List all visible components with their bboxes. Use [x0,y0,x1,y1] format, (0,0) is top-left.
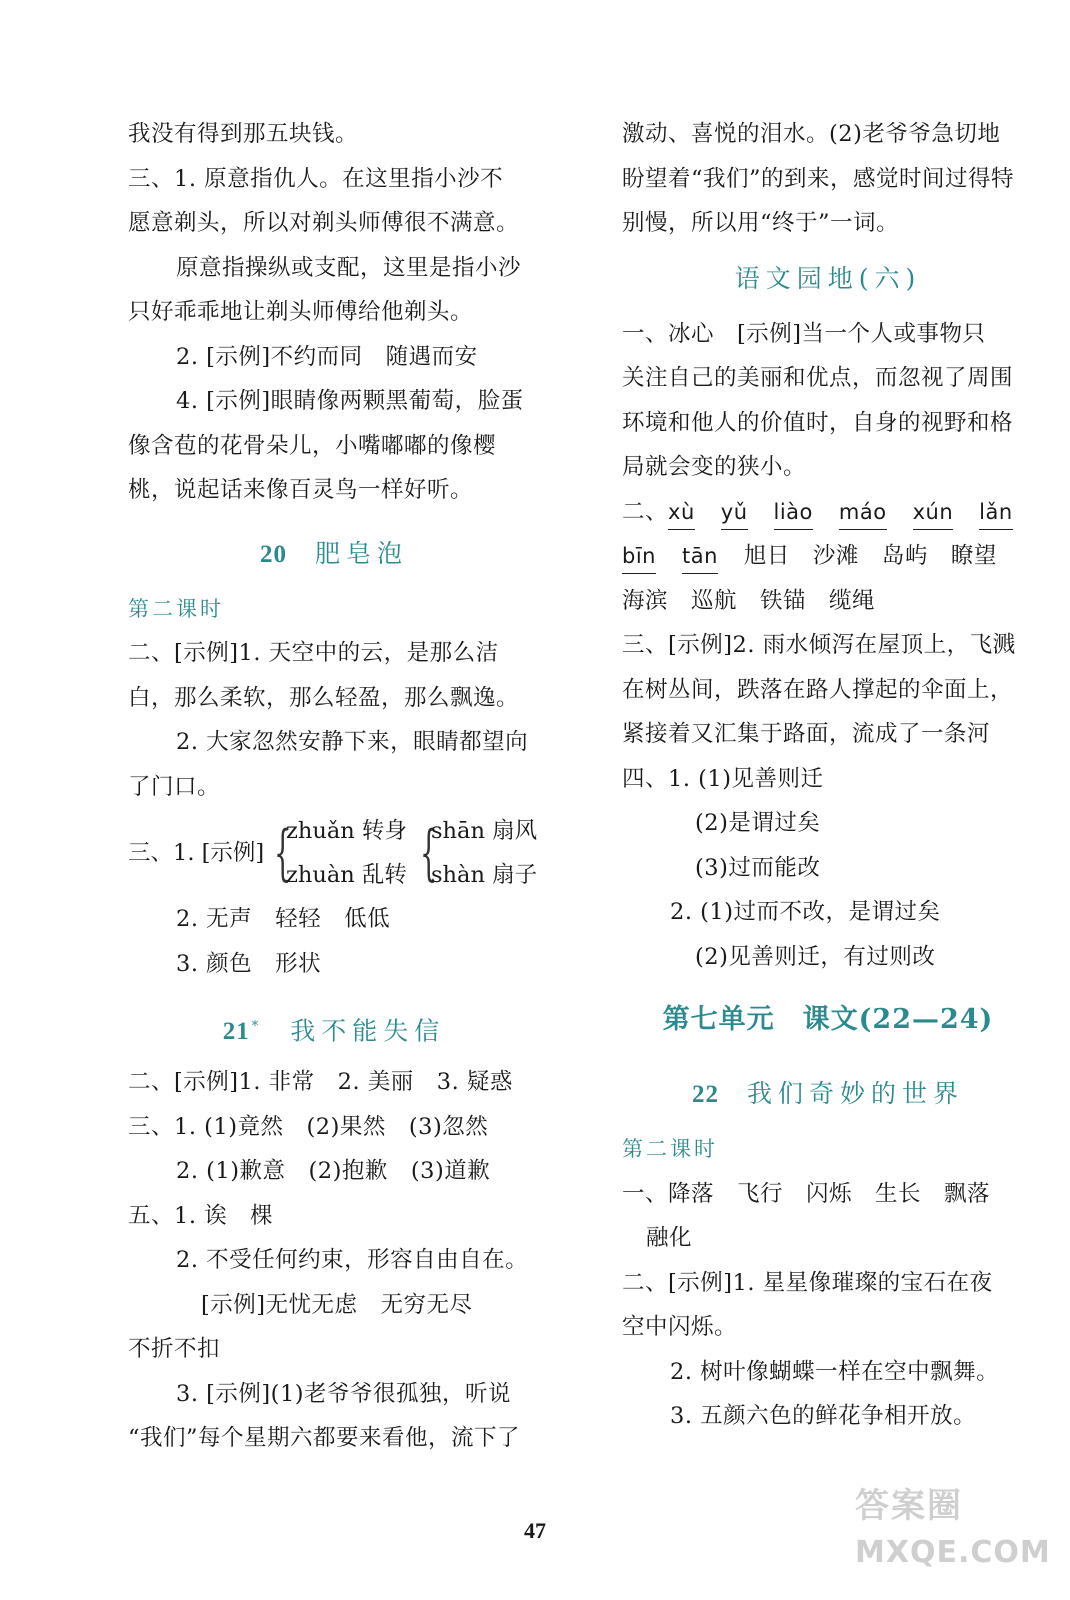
text-line: 四、1. (1)见善则迁 [622,765,824,792]
word-list: 旭日 沙滩 岛屿 瞭望 [743,543,997,569]
pinyin-line [622,490,1034,535]
brace-icon: { [274,818,292,888]
text-line: 激动、喜悦的泪水。(2)老爷爷急切地 [622,121,1001,147]
pinyin-answer: máo [839,495,887,530]
text-line: 3. [示例](1)老爷爷很孤独，听说 [176,1380,512,1407]
pinyin-answer: lǎn [979,495,1013,530]
pinyin-answer: xún [913,495,954,530]
pinyin-word: zhuǎn 转身 [286,818,407,844]
lesson-title: 我们奇妙的世界 [746,1079,964,1108]
lesson-number: 22 [691,1081,719,1108]
pinyin-answer: bīn [622,539,656,574]
page-number: 47 [524,1518,546,1543]
text-line: 二、[示例]1. 星星像璀璨的宝石在夜 [622,1269,993,1296]
text-line: “我们”每个星期六都要来看他，流下了 [128,1425,521,1451]
text-line: 白，那么柔软，那么轻盈，那么飘逸。 [128,684,520,711]
pinyin-word: zhuàn 乱转 [286,862,407,888]
text-line: 2. 树叶像蝴蝶一样在空中飘舞。 [670,1358,1000,1385]
section-subheading: 第二课时 [622,1137,718,1161]
text-line: 3. 五颜六色的鲜花争相开放。 [670,1403,977,1429]
text-line: 一、降落 飞行 闪烁 生长 飘落 [622,1180,991,1207]
polyphone-group [128,809,540,897]
text-line: 2. (1)歉意 (2)抱歉 (3)道歉 [176,1158,491,1184]
right-column [622,112,1034,1439]
unit-heading: 第七单元 课文(22—24) [662,1004,994,1035]
watermark-url: MXQE.COM [855,1535,1051,1570]
lesson-heading-22 [622,1061,1034,1127]
text-line: 五、1. 诶 棵 [128,1202,274,1229]
text-line: 别慢，所以用“终于”一词。 [622,210,900,236]
pinyin-answer: liào [774,495,813,530]
pinyin-list [668,499,1039,525]
text-line: (2)见善则迁，有过则改 [695,943,936,970]
text-line: 4. [示例]眼睛像两颗黑葡萄，脸蛋 [176,388,524,414]
text-line: 融化 [646,1225,693,1251]
text-line: 紧接着又汇集于路面，流成了一条河 [622,721,991,747]
text-line: 2. 无声 轻轻 低低 [176,906,391,932]
polyphone-label: 三、1. [示例] [128,840,265,866]
pinyin-word: shān 扇风 [431,818,538,844]
pinyin-list [622,543,744,569]
lesson-title: 我不能失信 [290,1016,446,1046]
text-line: 2. 大家忽然安静下来，眼睛都望向 [176,729,529,755]
text-line: 了门口。 [128,773,221,800]
lesson-number: 21 [222,1018,250,1046]
left-column [128,112,540,1461]
text-line: 2. (1)过而不改，是谓过矣 [670,899,941,925]
lesson-title: 肥皂泡 [314,538,408,568]
pinyin-word: shàn 扇子 [431,862,538,888]
pinyin-label: 二、 [622,498,669,525]
text-line: 原意指操纵或支配，这里是指小沙 [176,254,522,281]
watermark-text: 答案圈 [855,1486,963,1526]
pinyin-answer: tān [682,539,718,574]
lesson-heading-20 [128,521,540,587]
optional-star: * [251,1019,265,1034]
text-line: 2. 不受任何约束，形容自由自在。 [176,1247,529,1273]
lesson-number: 20 [259,540,287,568]
text-line: 愿意剃头，所以对剃头师傅很不满意。 [128,210,520,236]
text-line: 2. [示例]不约而同 随遇而安 [176,343,478,370]
text-line: (3)过而能改 [695,854,821,881]
text-line: 三、1. 原意指仇人。在这里指小沙不 [128,165,504,192]
watermark-logo [855,1478,1065,1588]
text-line: [示例]无忧无虑 无穷无尽 [201,1291,473,1318]
lesson-heading-21 [128,994,540,1060]
text-line: 我没有得到那五块钱。 [128,121,359,147]
text-line: 桃，说起话来像百灵鸟一样好听。 [128,477,474,503]
text-line: 环境和他人的价值时，自身的视野和格 [622,409,1014,436]
text-line: 海滨 巡航 铁锚 缆绳 [622,587,876,614]
pinyin-answer: yǔ [721,495,748,530]
text-line: 三、[示例]2. 雨水倾泻在屋顶上，飞溅 [622,632,1016,658]
text-line: 不折不扣 [128,1336,221,1362]
text-line: 二、[示例]1. 非常 2. 美丽 3. 疑惑 [128,1069,513,1095]
text-line: 只好乖乖地让剃头师傅给他剃头。 [128,299,474,325]
pinyin-line [622,534,1034,579]
text-line: 盼望着“我们”的到来，感觉时间过得特 [622,165,1015,192]
text-line: 像含苞的花骨朵儿，小嘴嘟嘟的像樱 [128,432,497,459]
section-heading-yuwen: 语文园地(六) [734,263,922,293]
text-line: 二、[示例]1. 天空中的云，是那么洁 [128,640,499,666]
text-line: (2)是谓过矣 [695,810,821,836]
text-line: 在树丛间，跌落在路人撑起的伞面上， [622,676,1014,703]
text-line: 局就会变的狭小。 [622,454,807,480]
pinyin-answer: xù [668,495,695,530]
text-line: 3. 颜色 形状 [176,950,322,977]
text-line: 三、1. (1)竟然 (2)果然 (3)忽然 [128,1113,489,1140]
text-line: 空中闪烁。 [622,1314,738,1340]
text-line: 一、冰心 [示例]当一个人或事物只 [622,320,986,347]
section-subheading: 第二课时 [128,596,224,621]
brace-icon: { [420,818,438,888]
text-line: 关注自己的美丽和优点，而忽视了周围 [622,365,1014,391]
